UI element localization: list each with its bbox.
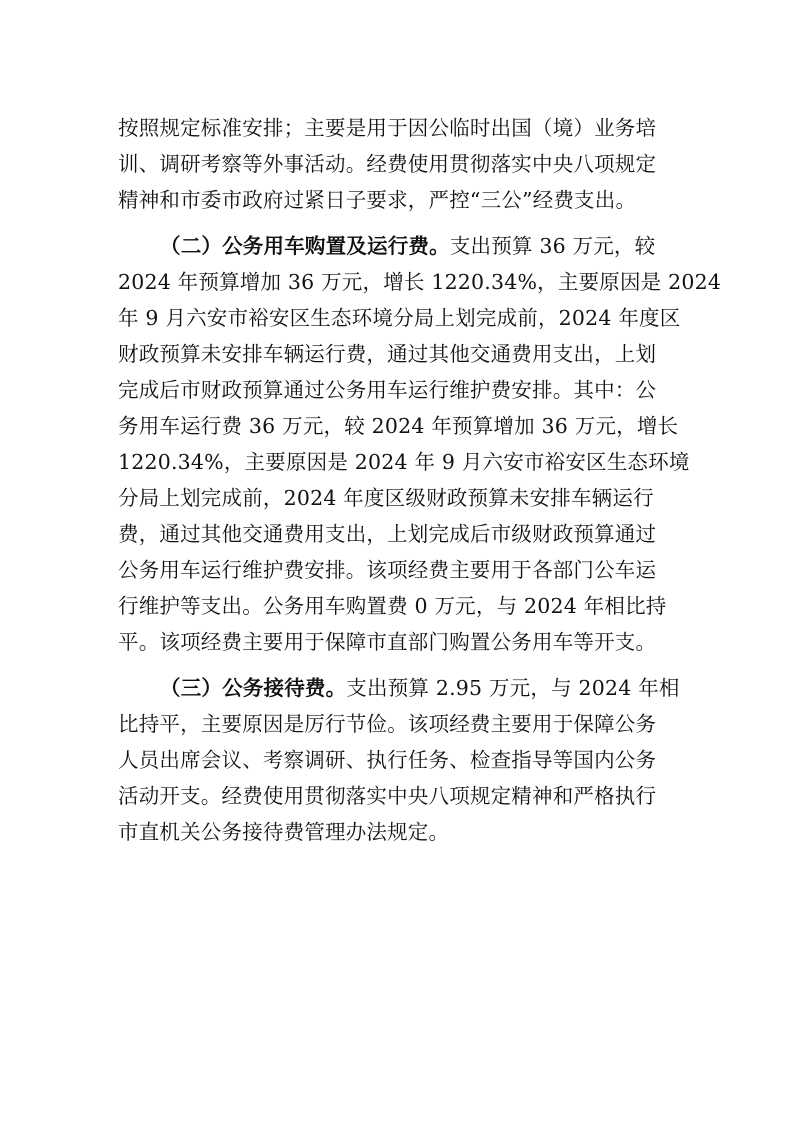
paragraph-line: 财政预算未安排车辆运行费，通过其他交通费用支出，上划 — [118, 342, 657, 366]
paragraph-line: 务用车运行费 36 万元，较 2024 年预算增加 36 万元，增长 — [118, 414, 679, 438]
paragraph-line: 人员出席会议、考察调研、执行任务、检查指导等国内公务 — [118, 748, 657, 772]
section-first-line-text: 支出预算 36 万元，较 — [449, 234, 656, 258]
paragraph-line: 费，通过其他交通费用支出，上划完成后市级财政预算通过 — [118, 522, 657, 546]
paragraph-line: 1220.34%，主要原因是 2024 年 9 月六安市裕安区生态环境 — [118, 450, 690, 474]
paragraph-line: 训、调研考察等外事活动。经费使用贯彻落实中央八项规定 — [118, 152, 657, 176]
paragraph-line: 市直机关公务接待费管理办法规定。 — [118, 820, 450, 844]
paragraph-line: 比持平，主要原因是厉行节俭。该项经费主要用于保障公务 — [118, 712, 657, 736]
section-heading: （二）公务用车购置及运行费。 — [160, 234, 450, 258]
section-first-line-text: 支出预算 2.95 万元，与 2024 年相 — [346, 676, 680, 700]
section-heading: （三）公务接待费。 — [160, 676, 347, 700]
paragraph-line: 公务用车运行维护费安排。该项经费主要用于各部门公车运 — [118, 558, 657, 582]
paragraph-line: 2024 年预算增加 36 万元，增长 1220.34%，主要原因是 2024 — [118, 270, 722, 294]
paragraph-line: 活动开支。经费使用贯彻落实中央八项规定精神和严格执行 — [118, 784, 657, 808]
paragraph-line: 平。该项经费主要用于保障市直部门购置公务用车等开支。 — [118, 630, 657, 654]
paragraph-line: 行维护等支出。公务用车购置费 0 万元，与 2024 年相比持 — [118, 594, 667, 618]
section-first-line — [160, 674, 678, 703]
paragraph-line: 年 9 月六安市裕安区生态环境分局上划完成前，2024 年度区 — [118, 306, 681, 330]
paragraph-line: 完成后市财政预算通过公务用车运行维护费安排。其中：公 — [118, 378, 657, 402]
paragraph-line: 按照规定标准安排；主要是用于因公临时出国（境）业务培 — [118, 116, 657, 140]
paragraph-line: 分局上划完成前，2024 年度区级财政预算未安排车辆运行 — [118, 486, 654, 510]
paragraph-line: 精神和市委市政府过紧日子要求，严控“三公”经费支出。 — [118, 188, 637, 212]
